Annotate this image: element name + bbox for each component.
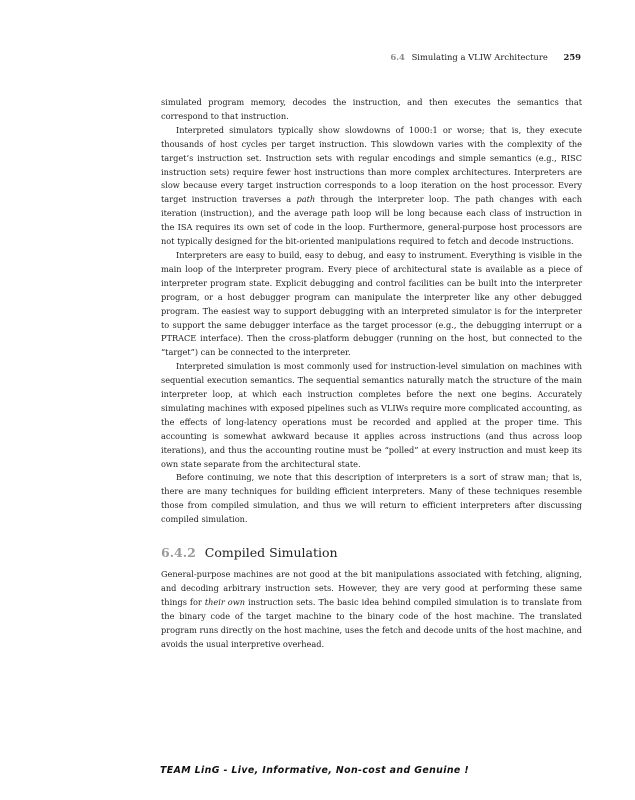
header-section-title: Simulating a VLIW Architecture [411, 52, 548, 62]
paragraph-slowdown [161, 124, 582, 249]
paragraph-debugging: Interpreters are easy to build, easy to debug, and easy to instrument. Everything is visible in the main loop of the interpreter program. Every piece of architectural state is available as a piece of interpreter program state. Explicit debugging and control facilities can be built into the interpreter program, or a host debugger program can manipulate the interpreter like any other debugged program. The easiest way to support debugging with an interpreted simulator is for the interpreter to support the same debugger interface as the target processor (e.g., the debugging interrupt or a PTRACE interface). Then the cross-platform debugger (running on the host, but connected to the “target”) can be connected to the interpreter. [161, 249, 582, 358]
header-section-number: 6.4 [390, 52, 405, 62]
section-heading [161, 545, 582, 560]
section-heading-title: Compiled Simulation [204, 545, 338, 561]
paragraph-text: General-purpose machines are not good at the bit manipulations associated with fetching, aligning, and decoding arbitrary instruction sets. However, they are very good at performing these same things for [161, 569, 582, 607]
paragraph-text: Interpreted simulators typically show slowdowns of 1000:1 or worse; that is, they execute thousands of host cycles per target instruction. This slowdown varies with the complexity of the target’s instruction set. Instruction sets with regular encodings and simple semantics (e.g., RISC instruction sets) require fewer host instructions than more complex architectures. Interpreters are slow because every target instruction corresponds to a loop iteration on the host processor. Every target instruction traverses a [161, 124, 582, 205]
section-heading-number: 6.4.2 [161, 545, 196, 561]
paragraph-compiled-simulation [161, 568, 582, 651]
watermark-footer: TEAM LinG - Live, Informative, Non-cost and Genuine ! [160, 765, 470, 776]
paragraph-text: instruction sets. The basic idea behind compiled simulation is to translate from the binary code of the target machine to the binary code of the host machine. The translated program runs directly on the host machine, uses the fetch and decode units of the host machine, and avoids the usual interpretive overhead. [161, 596, 582, 649]
emphasis-their-own: their own [204, 596, 245, 607]
page-number: 259 [563, 52, 581, 62]
body-text [161, 96, 582, 652]
running-header [390, 52, 581, 62]
emphasis-path: path [296, 194, 316, 205]
paragraph-text: through the interpreter loop. The path changes with each iteration (instruction), and the average path loop will be long because each class of instruction in the ISA requires its own set of code in the loop. Furthermore, general-purpose host processors are not typically designed for the bit-oriented manipulations required to fetch and decode instructions. [161, 194, 582, 247]
paragraph-continued: simulated program memory, decodes the instruction, and then executes the semantics that correspond to that instruction. [161, 97, 582, 121]
paragraph-straw-man: Before continuing, we note that this description of interpreters is a sort of straw man; that is, there are many techniques for building efficient interpreters. Many of these techniques resemble those from compiled simulation, and thus we will return to efficient interpreters after discussing compiled simulation. [161, 472, 582, 525]
paragraph-sequential: Interpreted simulation is most commonly used for instruction-level simulation on machines with sequential execution semantics. The sequential semantics naturally match the structure of the main interpreter loop, at which each instruction completes before the next one begins. Accurately simulating machines with exposed pipelines such as VLIWs require more complicated accounting, as the effects of long-latency operations must be recorded and applied at the proper time. This accounting is somewhat awkward because it applies across instructions (and thus across loop iterations), and thus the accounting routine must be “polled” at every instruction and must keep its own state separate from the architectural state. [161, 361, 582, 469]
